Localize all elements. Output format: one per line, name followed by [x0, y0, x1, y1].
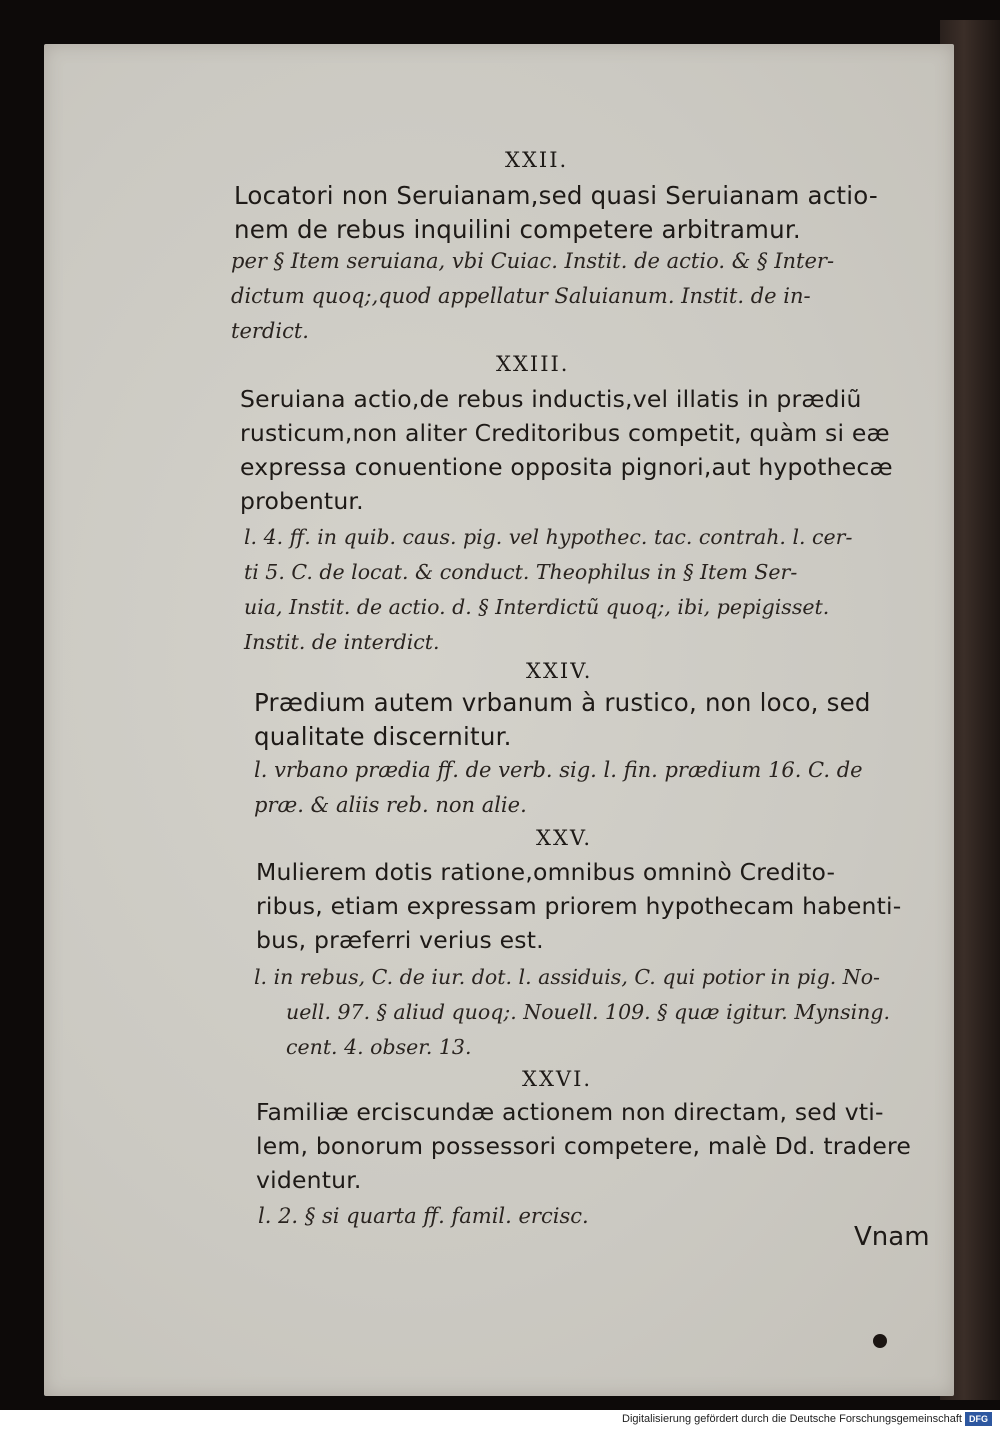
thesis-number: XXIV.	[526, 659, 593, 683]
thesis-text: Prædium autem vrbanum à rustico, non loco, sed qualitate discernitur.	[254, 688, 871, 751]
citation: l. 2. § si quarta ff. famil. ercisc.	[258, 1204, 589, 1228]
footer-credit: Digitalisierung gefördert durch die Deutsche Forschungsgemeinschaft	[622, 1413, 962, 1425]
thesis-number: XXV.	[536, 826, 593, 850]
footer-bar	[0, 1410, 1000, 1429]
thesis-text: Locatori non Seruianam,sed quasi Seruianam actio- nem de rebus inquilini competere arbitramur.	[234, 181, 878, 244]
page-text	[44, 44, 954, 1396]
thesis-number: XXVI.	[522, 1067, 593, 1091]
thesis-text: Mulierem dotis ratione,omnibus omninò Credito- ribus, etiam expressam priorem hypothecam habenti- bus, præferri verius est.	[256, 858, 902, 954]
thesis-number: XXII.	[505, 148, 569, 172]
catchword: Vnam	[854, 1222, 930, 1252]
citation: l. 4. ff. in quib. caus. pig. vel hypothec. tac. contrah. l. cer- ti 5. C. de locat. & conduct. Theophilus in § Item Ser- uia, Instit. de actio. d. § Interdictũ quoq;, ibi, pepigisset. Instit. de interdict.	[244, 525, 853, 654]
citation: per § Item seruiana, vbi Cuiac. Instit. de actio. & § Inter- dictum quoq;,quod appellatur Saluianum. Instit. de in- terdict.	[231, 249, 835, 343]
citation: l. vrbano prædia ff. de verb. sig. l. fin. prædium 16. C. de præ. & aliis reb. non alie.	[254, 758, 863, 817]
thesis-number: XXIII.	[496, 352, 570, 376]
thesis-text: Familiæ erciscundæ actionem non directam, sed vti- lem, bonorum possessori competere, malè Dd. tradere videntur.	[256, 1098, 912, 1194]
ink-dot	[873, 1334, 887, 1348]
citation: l. in rebus, C. de iur. dot. l. assiduis, C. qui potior in pig. No- uell. 97. § aliud quoq;. Nouell. 109. § quæ igitur. Mynsing. cent. 4. obser. 13.	[254, 965, 891, 1059]
dfg-logo-icon: DFG	[965, 1412, 992, 1426]
thesis-text: Seruiana actio,de rebus inductis,vel illatis in prædiũ rusticum,non aliter Creditoribus competit, quàm si eæ expressa conuentione opposita pignori,aut hypothecæ probentur.	[240, 385, 893, 515]
book-page	[44, 44, 954, 1396]
